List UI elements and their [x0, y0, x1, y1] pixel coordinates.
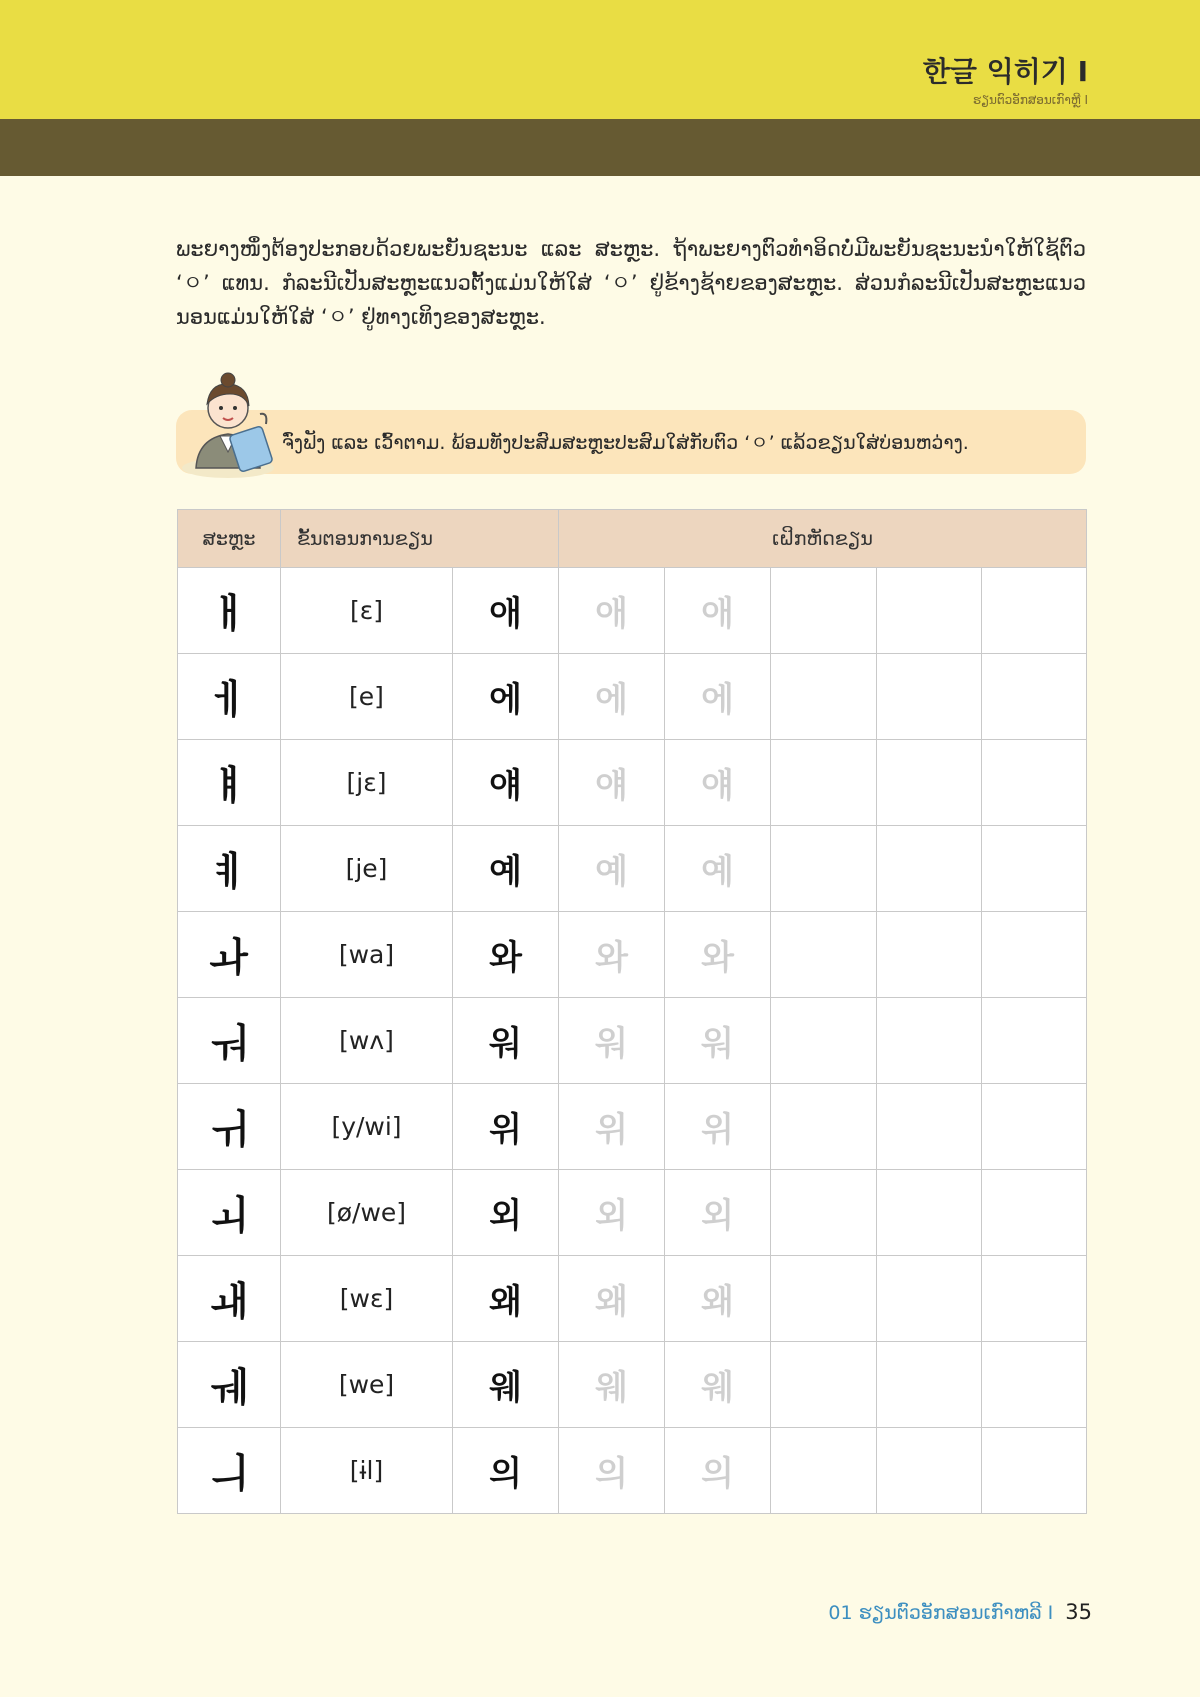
blank-writing-cell[interactable]: [982, 1342, 1087, 1428]
pronunciation-cell: [281, 1084, 453, 1170]
trace-syllable-cell-text: 얘: [595, 766, 628, 806]
model-syllable-cell: [453, 1256, 559, 1342]
blank-writing-cell[interactable]: [982, 826, 1087, 912]
pronunciation-cell-text: [wʌ]: [339, 1026, 394, 1055]
trace-syllable-cell[interactable]: [559, 912, 665, 998]
pronunciation-cell-text: [jɛ]: [346, 768, 387, 797]
blank-writing-cell[interactable]: [877, 740, 982, 826]
model-syllable-cell-text: 왜: [489, 1282, 522, 1322]
blank-writing-cell[interactable]: [877, 1428, 982, 1514]
model-syllable-cell: [453, 654, 559, 740]
vowel-cell-text: ㅖ: [209, 849, 249, 895]
model-syllable-cell-text: 의: [489, 1454, 522, 1494]
model-syllable-cell-text: 웨: [489, 1368, 522, 1408]
blank-writing-cell[interactable]: [982, 912, 1087, 998]
vowel-cell: [178, 998, 281, 1084]
vowel-cell: [178, 1256, 281, 1342]
trace-syllable-cell-text: 위: [701, 1110, 734, 1150]
pronunciation-cell-text: [ø/we]: [326, 1198, 407, 1227]
trace-syllable-cell[interactable]: [665, 1428, 771, 1514]
pronunciation-cell: [281, 1428, 453, 1514]
pronunciation-cell: [281, 740, 453, 826]
trace-syllable-cell-text: 예: [595, 852, 628, 892]
model-syllable-cell-text: 예: [489, 852, 522, 892]
trace-syllable-cell-text: 애: [595, 594, 628, 634]
column-header-steps: ຂັ້ນຕອນການຂຽນ: [281, 510, 559, 568]
blank-writing-cell[interactable]: [982, 1084, 1087, 1170]
vowel-cell: [178, 1170, 281, 1256]
trace-syllable-cell[interactable]: [665, 568, 771, 654]
blank-writing-cell[interactable]: [877, 1170, 982, 1256]
blank-writing-cell[interactable]: [982, 740, 1087, 826]
table-row: [178, 826, 1087, 912]
trace-syllable-cell[interactable]: [665, 654, 771, 740]
pronunciation-cell: [281, 912, 453, 998]
vowel-cell: [178, 654, 281, 740]
page-number: 35: [1065, 1600, 1092, 1624]
trace-syllable-cell[interactable]: [559, 1170, 665, 1256]
trace-syllable-cell[interactable]: [559, 1342, 665, 1428]
header-stripe: [0, 119, 1200, 176]
trace-syllable-cell-text: 와: [595, 938, 628, 978]
blank-writing-cell[interactable]: [877, 998, 982, 1084]
pronunciation-cell-text: [wa]: [338, 940, 395, 969]
blank-writing-cell[interactable]: [877, 654, 982, 740]
model-syllable-cell-text: 얘: [489, 766, 522, 806]
trace-syllable-cell[interactable]: [665, 1170, 771, 1256]
blank-writing-cell[interactable]: [877, 912, 982, 998]
trace-syllable-cell[interactable]: [665, 912, 771, 998]
pronunciation-cell-text: [ɨl]: [349, 1456, 384, 1485]
pronunciation-cell-text: [we]: [338, 1370, 395, 1399]
trace-syllable-cell-text: 워: [595, 1024, 628, 1064]
trace-syllable-cell[interactable]: [665, 1342, 771, 1428]
trace-syllable-cell[interactable]: [665, 826, 771, 912]
table-row: [178, 1084, 1087, 1170]
trace-syllable-cell-text: 예: [701, 852, 734, 892]
vowel-cell-text: ㅢ: [209, 1451, 249, 1497]
table-row: [178, 568, 1087, 654]
blank-writing-cell[interactable]: [877, 568, 982, 654]
blank-writing-cell[interactable]: [771, 1170, 877, 1256]
vowel-cell-text: ㅔ: [209, 677, 249, 723]
model-syllable-cell-text: 위: [489, 1110, 522, 1150]
blank-writing-cell[interactable]: [877, 826, 982, 912]
trace-syllable-cell-text: 에: [595, 680, 628, 720]
pronunciation-cell-text: [e]: [349, 682, 384, 711]
model-syllable-cell: [453, 1342, 559, 1428]
model-syllable-cell: [453, 1170, 559, 1256]
trace-syllable-cell-text: 와: [701, 938, 734, 978]
vowel-cell: [178, 1342, 281, 1428]
intro-paragraph: ພະຍາງໜຶ່ງຕ້ອງປະກອບດ້ວຍພະຍັນຊະນະ ແລະ ສະຫຼະ. ຖ້າພະຍາງຕົວທຳອິດບໍ່ມີພະຍັນຊະນະນຳໃຫ້ໃຊ້ຕົວ ‘ㅇ’ ແທນ. ກໍລະນີເປັນສະຫຼະແນວຕັ້ງແມ່ນໃຫ້ໃສ່ ‘ㅇ’ ຢູ່ຂ້າງຊ້າຍຂອງສະຫຼະ. ສ່ວນກໍລະນີເປັນສະຫຼະແນວນອນແມ່ນໃຫ້ໃສ່ ‘ㅇ’ ຢູ່ທາງເທິງຂອງສະຫຼະ.: [176, 237, 1086, 329]
pronunciation-cell: [281, 654, 453, 740]
trace-syllable-cell[interactable]: [559, 568, 665, 654]
teacher-illustration: [178, 368, 278, 480]
trace-syllable-cell-text: 에: [701, 680, 734, 720]
vowel-cell-text: ㅝ: [209, 1021, 249, 1067]
vowel-cell-text: ㅚ: [209, 1193, 249, 1239]
table-row: [178, 1170, 1087, 1256]
trace-syllable-cell[interactable]: [665, 1084, 771, 1170]
blank-writing-cell[interactable]: [771, 912, 877, 998]
model-syllable-cell: [453, 998, 559, 1084]
table-row: [178, 1256, 1087, 1342]
vowel-cell-text: ㅞ: [209, 1365, 249, 1411]
trace-syllable-cell-text: 외: [701, 1196, 734, 1236]
vowel-cell: [178, 1084, 281, 1170]
vowel-cell-text: ㅘ: [209, 935, 249, 981]
pronunciation-cell: [281, 568, 453, 654]
trace-syllable-cell[interactable]: [559, 740, 665, 826]
pronunciation-cell: [281, 1342, 453, 1428]
blank-writing-cell[interactable]: [771, 568, 877, 654]
page-title: 한글 익히기 I: [922, 55, 1088, 88]
blank-writing-cell[interactable]: [771, 1342, 877, 1428]
pronunciation-cell-text: [ɛ]: [349, 596, 384, 625]
pronunciation-cell-text: [y/wi]: [331, 1112, 402, 1141]
table-row: [178, 654, 1087, 740]
model-syllable-cell: [453, 826, 559, 912]
vowel-cell-text: ㅟ: [209, 1107, 249, 1153]
trace-syllable-cell[interactable]: [559, 1428, 665, 1514]
writing-practice-table: [177, 509, 1087, 1514]
vowel-cell-text: ㅒ: [209, 763, 249, 809]
trace-syllable-cell[interactable]: [559, 998, 665, 1084]
trace-syllable-cell-text: 위: [595, 1110, 628, 1150]
trace-syllable-cell-text: 웨: [701, 1368, 734, 1408]
vowel-cell-text: ㅙ: [209, 1279, 249, 1325]
vowel-cell: [178, 912, 281, 998]
trace-syllable-cell-text: 왜: [595, 1282, 628, 1322]
trace-syllable-cell-text: 왜: [701, 1282, 734, 1322]
blank-writing-cell[interactable]: [982, 568, 1087, 654]
trace-syllable-cell-text: 웨: [595, 1368, 628, 1408]
blank-writing-cell[interactable]: [982, 1256, 1087, 1342]
page-subtitle: ຮຽນຕົວອັກສອນເກົາຫຼີ I: [972, 93, 1088, 107]
pronunciation-cell: [281, 826, 453, 912]
blank-writing-cell[interactable]: [771, 1428, 877, 1514]
vowel-cell-text: ㅐ: [209, 591, 249, 637]
column-header-vowel: ສະຫຼະ: [178, 510, 281, 568]
blank-writing-cell[interactable]: [982, 1428, 1087, 1514]
pronunciation-cell: [281, 1170, 453, 1256]
pronunciation-cell-text: [wɛ]: [339, 1284, 394, 1313]
vowel-cell: [178, 740, 281, 826]
pronunciation-cell-text: [je]: [345, 854, 388, 883]
blank-writing-cell[interactable]: [982, 654, 1087, 740]
model-syllable-cell-text: 워: [489, 1024, 522, 1064]
table-row: [178, 1428, 1087, 1514]
blank-writing-cell[interactable]: [771, 1084, 877, 1170]
blank-writing-cell[interactable]: [771, 826, 877, 912]
table-row: [178, 998, 1087, 1084]
table-row: [178, 740, 1087, 826]
pronunciation-cell: [281, 1256, 453, 1342]
model-syllable-cell: [453, 568, 559, 654]
column-header-practice: ເຝິກຫັດຂຽນ: [559, 510, 1087, 568]
trace-syllable-cell[interactable]: [559, 826, 665, 912]
instruction-text: ຈົ່ງຟັງ ແລະ ເວົ້າຕາມ. ພ້ອມທັງປະສົມສະຫຼະປະສົມໃສ່ກັບຕົວ ‘ㅇ’ ແລ້ວຂຽນໃສ່ບ່ອນຫວ່າງ.: [282, 432, 969, 454]
blank-writing-cell[interactable]: [982, 1170, 1087, 1256]
blank-writing-cell[interactable]: [771, 740, 877, 826]
vowel-cell: [178, 826, 281, 912]
trace-syllable-cell-text: 외: [595, 1196, 628, 1236]
blank-writing-cell[interactable]: [877, 1084, 982, 1170]
trace-syllable-cell[interactable]: [559, 654, 665, 740]
model-syllable-cell-text: 애: [489, 594, 522, 634]
trace-syllable-cell-text: 워: [701, 1024, 734, 1064]
vowel-cell: [178, 568, 281, 654]
blank-writing-cell[interactable]: [771, 1256, 877, 1342]
model-syllable-cell-text: 에: [489, 680, 522, 720]
vowel-cell: [178, 1428, 281, 1514]
page-footer: [828, 1600, 1092, 1624]
trace-syllable-cell-text: 애: [701, 594, 734, 634]
model-syllable-cell-text: 외: [489, 1196, 522, 1236]
blank-writing-cell[interactable]: [877, 1256, 982, 1342]
table-header-row: [178, 510, 1087, 568]
trace-syllable-cell[interactable]: [559, 1084, 665, 1170]
model-syllable-cell: [453, 1428, 559, 1514]
table-row: [178, 912, 1087, 998]
model-syllable-cell: [453, 740, 559, 826]
model-syllable-cell-text: 와: [489, 938, 522, 978]
trace-syllable-cell[interactable]: [665, 740, 771, 826]
table-row: [178, 1342, 1087, 1428]
blank-writing-cell[interactable]: [771, 998, 877, 1084]
blank-writing-cell[interactable]: [877, 1342, 982, 1428]
model-syllable-cell: [453, 912, 559, 998]
trace-syllable-cell-text: 의: [701, 1454, 734, 1494]
blank-writing-cell[interactable]: [771, 654, 877, 740]
trace-syllable-cell[interactable]: [559, 1256, 665, 1342]
model-syllable-cell: [453, 1084, 559, 1170]
pronunciation-cell: [281, 998, 453, 1084]
trace-syllable-cell-text: 의: [595, 1454, 628, 1494]
trace-syllable-cell[interactable]: [665, 1256, 771, 1342]
trace-syllable-cell-text: 얘: [701, 766, 734, 806]
footer-chapter: 01 ຮຽນຕົວອັກສອນເກົາຫລີ I: [828, 1602, 1054, 1624]
trace-syllable-cell[interactable]: [665, 998, 771, 1084]
blank-writing-cell[interactable]: [982, 998, 1087, 1084]
